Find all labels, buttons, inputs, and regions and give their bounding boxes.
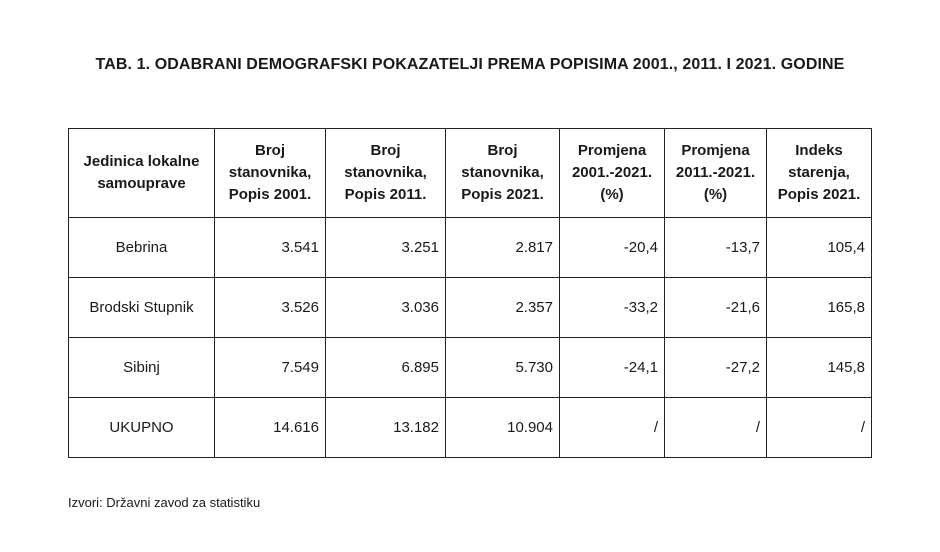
header-cell: Promjena 2001.-2021. (%) [560, 129, 665, 218]
demographic-table [68, 128, 872, 458]
table-row [69, 218, 872, 278]
table-cell: 145,8 [767, 338, 872, 398]
table-title: TAB. 1. ODABRANI DEMOGRAFSKI POKAZATELJI PREMA POPISIMA 2001., 2011. I 2021. GODINE [95, 56, 845, 73]
table-cell: -24,1 [560, 338, 665, 398]
table-cell: 13.182 [326, 398, 446, 458]
table-cell: -20,4 [560, 218, 665, 278]
table-cell: 2.817 [446, 218, 560, 278]
row-name-cell: Brodski Stupnik [69, 278, 215, 338]
table-cell: -33,2 [560, 278, 665, 338]
table-cell: 10.904 [446, 398, 560, 458]
table-cell: 7.549 [215, 338, 326, 398]
table-row [69, 338, 872, 398]
table-cell: 5.730 [446, 338, 560, 398]
table-cell: 3.251 [326, 218, 446, 278]
table-cell: 105,4 [767, 218, 872, 278]
row-name-cell: Sibinj [69, 338, 215, 398]
header-cell: Indeks starenja, Popis 2021. [767, 129, 872, 218]
header-cell: Broj stanovnika, Popis 2011. [326, 129, 446, 218]
table-cell: 3.541 [215, 218, 326, 278]
table-cell: 165,8 [767, 278, 872, 338]
table-cell: 3.526 [215, 278, 326, 338]
table-cell: -27,2 [665, 338, 767, 398]
header-row [69, 129, 872, 218]
header-cell: Broj stanovnika, Popis 2021. [446, 129, 560, 218]
table-row-total [69, 398, 872, 458]
row-name-cell: UKUPNO [69, 398, 215, 458]
table-cell: 2.357 [446, 278, 560, 338]
table-cell: / [560, 398, 665, 458]
table-cell: 6.895 [326, 338, 446, 398]
table-cell: 14.616 [215, 398, 326, 458]
header-cell: Broj stanovnika, Popis 2001. [215, 129, 326, 218]
table-cell: / [665, 398, 767, 458]
source-note: Izvori: Državni zavod za statistiku [68, 495, 261, 510]
table-row [69, 278, 872, 338]
row-name-cell: Bebrina [69, 218, 215, 278]
table-cell: / [767, 398, 872, 458]
header-cell: Promjena 2011.-2021. (%) [665, 129, 767, 218]
table-cell: -21,6 [665, 278, 767, 338]
table-cell: 3.036 [326, 278, 446, 338]
table-cell: -13,7 [665, 218, 767, 278]
header-cell: Jedinica lokalne samouprave [69, 129, 215, 218]
